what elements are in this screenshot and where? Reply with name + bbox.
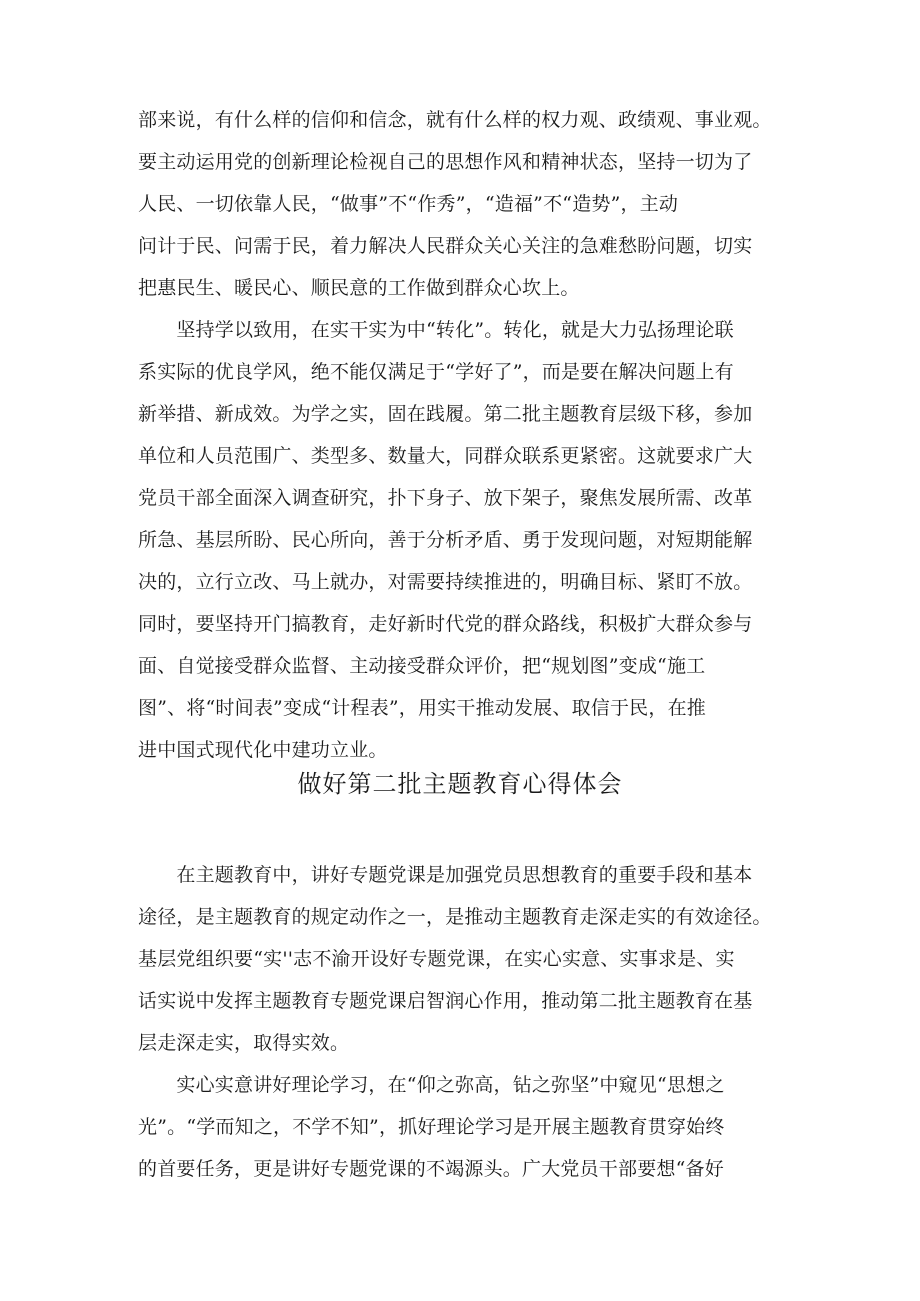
- body-text-line: 所急、基层所盼、民心所向，善于分析矛盾、勇于发现问题，对短期能解: [138, 529, 753, 551]
- body-text-line: 光”。“学而知之，不学不知”，抓好理论学习是开展主题教育贯穿始终: [138, 1116, 725, 1138]
- body-text-line: 问计于民、问需于民，着力解决人民群众关心关注的急难愁盼问题，切实: [138, 235, 753, 257]
- body-text-line: 人民、一切依靠人民，“做事”不“作秀”，“造福”不“造势”，主动: [138, 193, 679, 215]
- body-text-line: 部来说，有什么样的信仰和信念，就有什么样的权力观、政绩观、事业观。: [138, 109, 772, 131]
- body-text-line: 坚持学以致用，在实干实为中“转化”。转化，就是大力弘扬理论联: [138, 319, 734, 341]
- body-text-line: 决的，立行立改、马上就办，对需要持续推进的，明确目标、紧盯不放。: [138, 571, 753, 593]
- body-text-line: 系实际的优良学风，绝不能仅满足于“学好了”，而是要在解决问题上有: [138, 361, 734, 383]
- body-text-line: 把惠民生、暖民心、顺民意的工作做到群众心坎上。: [138, 277, 580, 299]
- body-text-line: 面、自觉接受群众监督、主动接受群众评价，把“规划图”变成“施工: [138, 655, 706, 677]
- body-text-line: 同时，要坚持开门搞教育，走好新时代党的群众路线，积极扩大群众参与: [138, 613, 753, 635]
- body-text-line: 基层党组织要“实''志不渝开设好专题党课，在实心实意、实事求是、实: [138, 948, 735, 970]
- body-text-line: 图”、将“时间表”变成“计程表”，用实干推动发展、取信于民，在推: [138, 697, 706, 719]
- body-text-line: 话实说中发挥主题教育专题党课启智润心作用，推动第二批主题教育在基: [138, 990, 753, 1012]
- body-text-line: 在主题教育中，讲好专题党课是加强党员思想教育的重要手段和基本: [138, 864, 753, 886]
- article-title: 做好第二批主题教育心得体会: [297, 770, 623, 798]
- body-text-line: 新举措、新成效。为学之实，固在践履。第二批主题教育层级下移，参加: [138, 403, 753, 425]
- body-text-line: 途径，是主题教育的规定动作之一，是推动主题教育走深走实的有效途径。: [138, 906, 772, 928]
- body-text-line: 进中国式现代化中建功立业。: [138, 739, 388, 761]
- body-text-line: 实心实意讲好理论学习，在“仰之弥高，钻之弥坚”中窥见“思想之: [138, 1074, 725, 1096]
- body-text-line: 单位和人员范围广、类型多、数量大，同群众联系更紧密。这就要求广大: [138, 445, 753, 467]
- body-text-line: 的首要任务，更是讲好专题党课的不竭源头。广大党员干部要想“备好: [138, 1158, 724, 1180]
- body-text-line: 党员干部全面深入调查研究，扑下身子、放下架子，聚焦发展所需、改革: [138, 487, 753, 509]
- body-text-line: 要主动运用党的创新理论检视自己的思想作风和精神状态，坚持一切为了: [138, 151, 753, 173]
- body-text-line: 层走深走实，取得实效。: [138, 1032, 350, 1054]
